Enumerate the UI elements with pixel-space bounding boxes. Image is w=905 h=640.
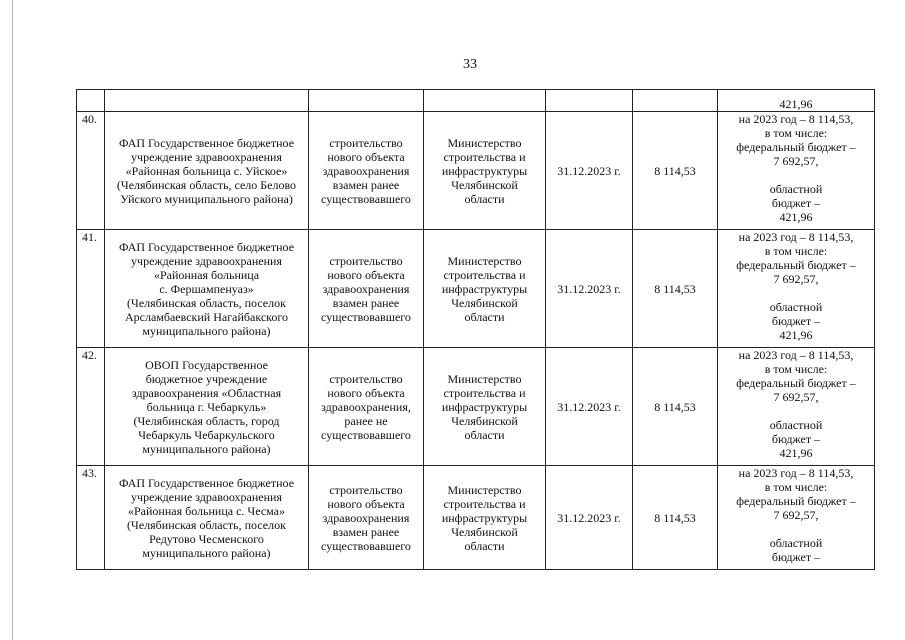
financing-line: областной <box>769 300 823 314</box>
financing-line: федеральный бюджет – <box>736 140 856 154</box>
row-number: 42. <box>77 348 105 466</box>
cont-deadline-cell <box>546 90 633 112</box>
financing-line: областной <box>769 418 823 432</box>
facility-text: ФАП Государственное бюджетное учреждение здравоохранения «Районная больница с. Чесма» (Челябинская область, поселок Редутово Чесменского муниципального района) <box>118 475 295 560</box>
financing-line: 7 692,57, <box>773 508 819 522</box>
continuation-row <box>77 90 875 112</box>
cont-financing-cell <box>718 90 875 112</box>
work-type-cell <box>309 348 424 466</box>
responsible-cell <box>424 466 546 570</box>
financing-line: в том числе: <box>764 244 828 258</box>
financing-gap <box>721 404 871 418</box>
responsible-text: Министерство строительства и инфраструктуры Челябинской области <box>441 135 528 206</box>
responsible-text: Министерство строительства и инфраструктуры Челябинской области <box>441 371 528 442</box>
financing-line: в том числе: <box>764 362 828 376</box>
financing-cell <box>718 230 875 348</box>
objects-table <box>76 89 875 570</box>
financing-line: 421,96 <box>779 328 813 342</box>
financing-gap <box>721 522 871 536</box>
financing-line: на 2023 год – 8 114,53, <box>738 466 854 480</box>
financing-line: на 2023 год – 8 114,53, <box>738 348 854 362</box>
financing-line: 7 692,57, <box>773 390 819 404</box>
facility-text: ФАП Государственное бюджетное учреждение здравоохранения «Районная больница с. Уйское» (Челябинская область, село Белово Уйского муниципального района) <box>116 135 297 206</box>
responsible-text: Министерство строительства и инфраструктуры Челябинской области <box>441 482 528 553</box>
responsible-cell <box>424 348 546 466</box>
table-row <box>77 348 875 466</box>
amount-cell: 8 114,53 <box>633 112 718 230</box>
financing-line: 421,96 <box>779 446 813 460</box>
page-number: 33 <box>463 57 477 72</box>
facility-cell <box>105 112 309 230</box>
responsible-cell <box>424 112 546 230</box>
financing-line: областной <box>769 536 823 550</box>
work-type-text: строительство нового объекта здравоохранения, ранее не существовавшего <box>321 371 411 442</box>
cont-work-type-cell <box>309 90 424 112</box>
deadline-cell: 31.12.2023 г. <box>546 348 633 466</box>
amount-cell: 8 114,53 <box>633 230 718 348</box>
table-row <box>77 466 875 570</box>
financing-gap <box>721 286 871 300</box>
table-row <box>77 230 875 348</box>
financing-line: в том числе: <box>764 126 828 140</box>
deadline-cell: 31.12.2023 г. <box>546 466 633 570</box>
financing-line: федеральный бюджет – <box>736 376 856 390</box>
financing-line: на 2023 год – 8 114,53, <box>738 112 854 126</box>
cont-amount-cell <box>633 90 718 112</box>
financing-line: 421,96 <box>779 210 813 224</box>
financing-line: федеральный бюджет – <box>736 258 856 272</box>
facility-cell <box>105 348 309 466</box>
work-type-text: строительство нового объекта здравоохранения взамен ранее существовавшего <box>321 253 411 324</box>
financing-line: на 2023 год – 8 114,53, <box>738 230 854 244</box>
work-type-cell <box>309 112 424 230</box>
financing-line: федеральный бюджет – <box>736 494 856 508</box>
table-row <box>77 112 875 230</box>
row-number: 43. <box>77 466 105 570</box>
financing-cell <box>718 112 875 230</box>
deadline-cell: 31.12.2023 г. <box>546 230 633 348</box>
page-edge-line <box>12 0 13 640</box>
financing-line: бюджет – <box>771 432 821 446</box>
work-type-cell <box>309 466 424 570</box>
financing-cell <box>718 466 875 570</box>
facility-cell <box>105 466 309 570</box>
work-type-cell <box>309 230 424 348</box>
financing-line: 7 692,57, <box>773 272 819 286</box>
work-type-text: строительство нового объекта здравоохранения взамен ранее существовавшего <box>321 135 411 206</box>
financing-line: бюджет – <box>771 550 821 564</box>
financing-line: 421,96 <box>779 97 813 111</box>
work-type-text: строительство нового объекта здравоохранения взамен ранее существовавшего <box>321 482 411 553</box>
financing-line: бюджет – <box>771 314 821 328</box>
cont-number-cell <box>77 90 105 112</box>
financing-line: областной <box>769 182 823 196</box>
row-number: 41. <box>77 230 105 348</box>
responsible-text: Министерство строительства и инфраструктуры Челябинской области <box>441 253 528 324</box>
responsible-cell <box>424 230 546 348</box>
deadline-cell: 31.12.2023 г. <box>546 112 633 230</box>
facility-text: ОВОП Государственное бюджетное учреждение здравоохранения «Областная больница г. Чебаркуль» (Челябинская область, город Чебаркуль Чебаркульского муниципального района) <box>131 357 282 456</box>
financing-line: бюджет – <box>771 196 821 210</box>
financing-cell <box>718 348 875 466</box>
financing-gap <box>721 168 871 182</box>
row-number: 40. <box>77 112 105 230</box>
financing-line: 7 692,57, <box>773 154 819 168</box>
facility-cell <box>105 230 309 348</box>
amount-cell: 8 114,53 <box>633 348 718 466</box>
cont-facility-cell <box>105 90 309 112</box>
amount-cell: 8 114,53 <box>633 466 718 570</box>
facility-text: ФАП Государственное бюджетное учреждение здравоохранения «Районная больница с. Фершампенуаз» (Челябинская область, поселок Арсламбаевский Нагайбакского муниципального района) <box>118 239 295 338</box>
financing-line: в том числе: <box>764 480 828 494</box>
cont-responsible-cell <box>424 90 546 112</box>
